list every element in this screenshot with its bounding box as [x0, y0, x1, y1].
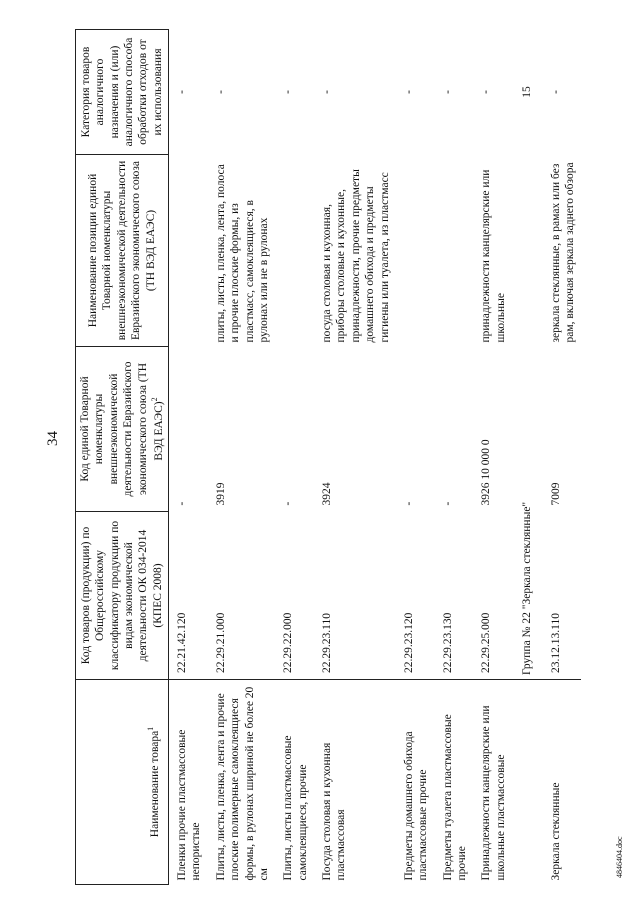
- cell-okpd: 22.29.25.000: [480, 612, 493, 673]
- table-header-row: [76, 30, 169, 885]
- cell-tnved-code: -: [282, 501, 295, 506]
- cell-okpd: 22.29.22.000: [282, 612, 295, 673]
- table-row: [169, 30, 208, 885]
- cell-tnved-name: принадлежности канцелярские или школьные: [480, 169, 507, 343]
- cell-tnved-name: [396, 155, 435, 347]
- cell-okpd: 22.29.21.000: [214, 612, 227, 673]
- group-empty-cell: [512, 680, 542, 885]
- cell-name: Пленки прочие пластмассовые непористые: [169, 680, 208, 885]
- cell-name: Предметы домашнего обихода пластмассовые прочие: [396, 680, 435, 885]
- cell-okpd: 22.29.23.120: [402, 612, 415, 673]
- header-category: Категория товаров аналогичного назначения и (или) аналогичного способа обработки отходов от их использования: [76, 30, 169, 155]
- group-title-cell: Группа № 22 "Зеркала стеклянные": [521, 501, 534, 675]
- cell-tnved-name: плиты, листы, пленка, лента, полоса и прочие плоские формы, из пластмасс, самоклеящиеся, в рулонах или не в рулонах: [214, 164, 270, 343]
- cell-okpd: 22.29.23.130: [441, 612, 454, 673]
- table-row: [473, 30, 512, 885]
- header-tnved-name: Наименование позиции единой Товарной номенклатуры внешнеэкономической деятельности Евразийского экономического союза (ТН ВЭД ЕАЭС): [76, 155, 169, 347]
- header-tnved-code: [76, 347, 169, 512]
- table-row: [543, 30, 582, 885]
- cell-name: Плиты, листы, пленка, лента и прочие плоские полимерные самоклеящиеся формы, в рулонах шириной не более 20 см: [208, 680, 276, 885]
- table-body: [169, 30, 513, 885]
- cell-category: -: [480, 90, 493, 94]
- cell-category: -: [214, 90, 227, 94]
- cell-tnved-name: [435, 155, 474, 347]
- goods-table: [75, 29, 581, 885]
- header-name-text: Наименование товара: [148, 730, 161, 838]
- cell-okpd: 23.12.13.110: [549, 613, 562, 673]
- table-body-2: [543, 30, 582, 885]
- cell-tnved-name: [169, 155, 208, 347]
- cell-tnved-name: [275, 155, 314, 347]
- cell-tnved-name: зеркала стеклянные, в рамах или без рам, включая зеркала заднего обзора: [549, 162, 576, 343]
- cell-tnved-code: 3926 10 000 0: [480, 439, 493, 506]
- cell-okpd: 22.21.42.120: [176, 612, 189, 673]
- footer-doc-code: 4846404.doc: [615, 836, 624, 878]
- group-number-cell: 15: [521, 86, 534, 98]
- rotated-table-container: [75, 30, 615, 885]
- cell-name: Предметы туалета пластмассовые прочие: [435, 680, 474, 885]
- cell-tnved-code: 3919: [214, 482, 227, 506]
- cell-category: -: [321, 90, 334, 94]
- table-row: [208, 30, 276, 885]
- cell-tnved-code: -: [402, 501, 415, 506]
- cell-tnved-name: посуда столовая и кухонная, приборы столовые и кухонные, принадлежности, прочие предметы домашнего обихода и предметы гигиены или туалета, из пластмасс: [321, 169, 391, 343]
- cell-name: Посуда столовая и кухонная пластмассовая: [314, 680, 396, 885]
- cell-name: Плиты, листы пластмассовые самоклеящиеся, прочие: [275, 680, 314, 885]
- group-body: [512, 30, 542, 885]
- group-row: [512, 30, 542, 885]
- cell-category: -: [549, 90, 562, 94]
- header-okpd: Код товаров (продукции) по Общероссийскому классификатору продукции по видам экономической деятельности ОК 034-2014 (КПЕС 2008): [76, 512, 169, 680]
- cell-name: Принадлежности канцелярские или школьные пластмассовые: [473, 680, 512, 885]
- header-name: [76, 680, 169, 885]
- table-row: [275, 30, 314, 885]
- cell-okpd: 22.29.23.110: [321, 613, 334, 673]
- header-name-footnote: 1: [145, 726, 155, 731]
- cell-tnved-code: -: [176, 501, 189, 506]
- page-number: 34: [45, 431, 61, 446]
- cell-tnved-code: 7009: [549, 482, 562, 506]
- table-row: [314, 30, 396, 885]
- cell-category: -: [176, 90, 189, 94]
- header-tnved-footnote: 2: [149, 397, 159, 402]
- cell-tnved-code: -: [441, 501, 454, 506]
- cell-name: Зеркала стеклянные: [543, 680, 582, 885]
- table-row: [435, 30, 474, 885]
- cell-category: -: [441, 90, 454, 94]
- table-row: [396, 30, 435, 885]
- cell-category: -: [402, 90, 415, 94]
- header-tnved-code-text: Код единой Товарной номенклатуры внешнеэкономической деятельности Евразийского экономического союза (ТН ВЭД ЕАЭС): [79, 361, 165, 497]
- cell-tnved-code: 3924: [321, 482, 334, 506]
- cell-category: -: [282, 90, 295, 94]
